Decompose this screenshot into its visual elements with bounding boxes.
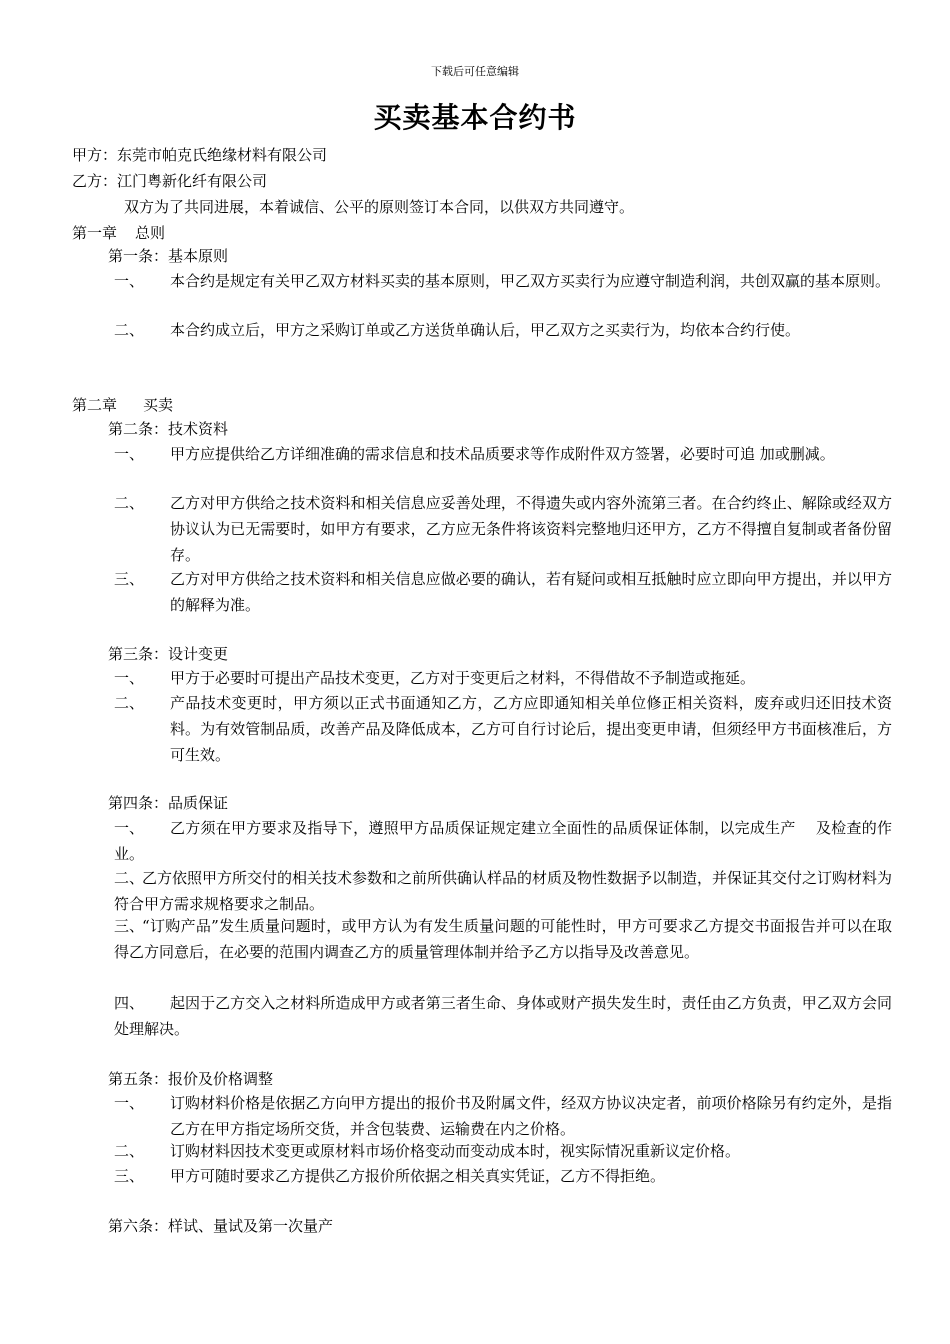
clause-text: 甲方于必要时可提出产品技术变更，乙方对于变更后之材料，不得借故不予制造或拖延。	[170, 669, 756, 687]
clause-number: 二、	[114, 494, 145, 512]
clause-item	[114, 690, 892, 768]
clause-number: 三、	[114, 1167, 145, 1185]
clause-text: 产品技术变更时，甲方须以正式书面通知乙方，乙方应即通知相关单位修正相关资料，废弃或归还旧技术资料。为有效管制品质，改善产品及降低成本，乙方可自行讨论后，提出变更申请，但须经甲方书面核准后，方可生效。	[170, 694, 892, 764]
chapter-name: 总则	[135, 224, 166, 242]
clause-number: 二、	[114, 694, 145, 712]
clause-number: 一、	[114, 445, 145, 463]
clause-text: 乙方对甲方供给之技术资料和相关信息应妥善处理，不得遗失或内容外流第三者。在合约终止、解除或经双方协议认为已无需要时，如甲方有要求，乙方应无条件将该资料完整地归还甲方，乙方不得擅自复制或者备份留存。	[170, 494, 892, 564]
clause-item	[114, 1163, 892, 1189]
clause-item	[114, 268, 892, 294]
clause-item	[114, 665, 892, 691]
clause-item	[114, 566, 892, 618]
contract-title: 买卖基本合约书	[373, 101, 577, 134]
clause-number: 一、	[114, 1094, 145, 1112]
clause-item	[114, 815, 892, 867]
clause-number: 二、	[114, 869, 145, 887]
clause-text: “订购产品”发生质量问题时，或甲方认为有发生质量问题的可能性时，甲方可要求乙方提交书面报告并可以在取得乙方同意后，在必要的范围内调查乙方的质量管理体制并给予乙方以指导及改善意见。	[114, 917, 892, 961]
clause-number: 三、	[114, 570, 145, 588]
header-note: 下载后可任意编辑	[431, 65, 519, 78]
clause-number: 二、	[114, 321, 145, 339]
party-b: 乙方：江门粤新化纤有限公司	[72, 172, 268, 190]
article-heading: 第一条：基本原则	[108, 247, 229, 265]
clause-text: 本合约成立后，甲方之采购订单或乙方送货单确认后，甲乙双方之买卖行为，均依本合约行使。	[170, 321, 801, 339]
clause-text: 甲方可随时要求乙方提供乙方报价所依据之相关真实凭证，乙方不得拒绝。	[170, 1167, 666, 1185]
article-heading: 第二条：技术资料	[108, 420, 229, 438]
chapter-label: 第一章	[72, 224, 118, 242]
clause-text: 甲方应提供给乙方详细准确的需求信息和技术品质要求等作成附件双方签署，必要时可追 加或删减。	[170, 445, 835, 463]
clause-text: 订购材料价格是依据乙方向甲方提出的报价书及附属文件，经双方协议决定者，前项价格除另有约定外，是指乙方在甲方指定场所交货，并含包装费、运输费在内之价格。	[170, 1094, 892, 1138]
clause-text: 本合约是规定有关甲乙双方材料买卖的基本原则，甲乙双方买卖行为应遵守制造利润，共创双赢的基本原则。	[170, 272, 891, 290]
clause-item	[114, 865, 892, 917]
clause-text: 起因于乙方交入之材料所造成甲方或者第三者生命、身体或财产损失发生时，责任由乙方负责，甲乙双方会同处理解决。	[114, 994, 892, 1038]
clause-item	[114, 1090, 892, 1142]
clause-item	[114, 441, 892, 467]
clause-item	[114, 990, 892, 1042]
chapter-heading	[72, 392, 173, 418]
article-heading: 第三条：设计变更	[108, 645, 229, 663]
clause-text: 乙方对甲方供给之技术资料和相关信息应做必要的确认，若有疑问或相互抵触时应立即向甲方提出，并以甲方的解释为准。	[170, 570, 892, 614]
clause-text: 订购材料因技术变更或原材料市场价格变动而变动成本时，视实际情况重新议定价格。	[170, 1142, 741, 1160]
clause-item	[114, 490, 892, 568]
clause-item	[114, 1138, 892, 1164]
clause-number: 一、	[114, 272, 145, 290]
article-heading: 第四条：品质保证	[108, 794, 229, 812]
clause-number: 四、	[114, 994, 145, 1012]
chapter-label: 第二章	[72, 396, 118, 414]
clause-number: 三、	[114, 917, 145, 935]
chapter-name: 买卖	[143, 396, 174, 414]
article-heading: 第五条：报价及价格调整	[108, 1070, 274, 1088]
clause-item	[114, 913, 892, 965]
clause-number: 二、	[114, 1142, 145, 1160]
clause-number: 一、	[114, 669, 145, 687]
clause-text: 乙方依照甲方所交付的相关技术参数和之前所供确认样品的材质及物性数据予以制造，并保证其交付之订购材料为符合甲方需求规格要求之制品。	[114, 869, 893, 913]
article-heading: 第六条：样试、量试及第一次量产	[108, 1217, 334, 1235]
clause-number: 一、	[114, 819, 145, 837]
clause-text: 乙方须在甲方要求及指导下，遵照甲方品质保证规定建立全面性的品质保证体制，以完成生产 及检查的作业。	[114, 819, 892, 863]
intro-paragraph: 双方为了共同进展，本着诚信、公平的原则签订本合同，以供双方共同遵守。	[124, 198, 635, 216]
clause-item	[114, 317, 892, 343]
party-a: 甲方：东莞市帕克氏绝缘材料有限公司	[72, 146, 328, 164]
